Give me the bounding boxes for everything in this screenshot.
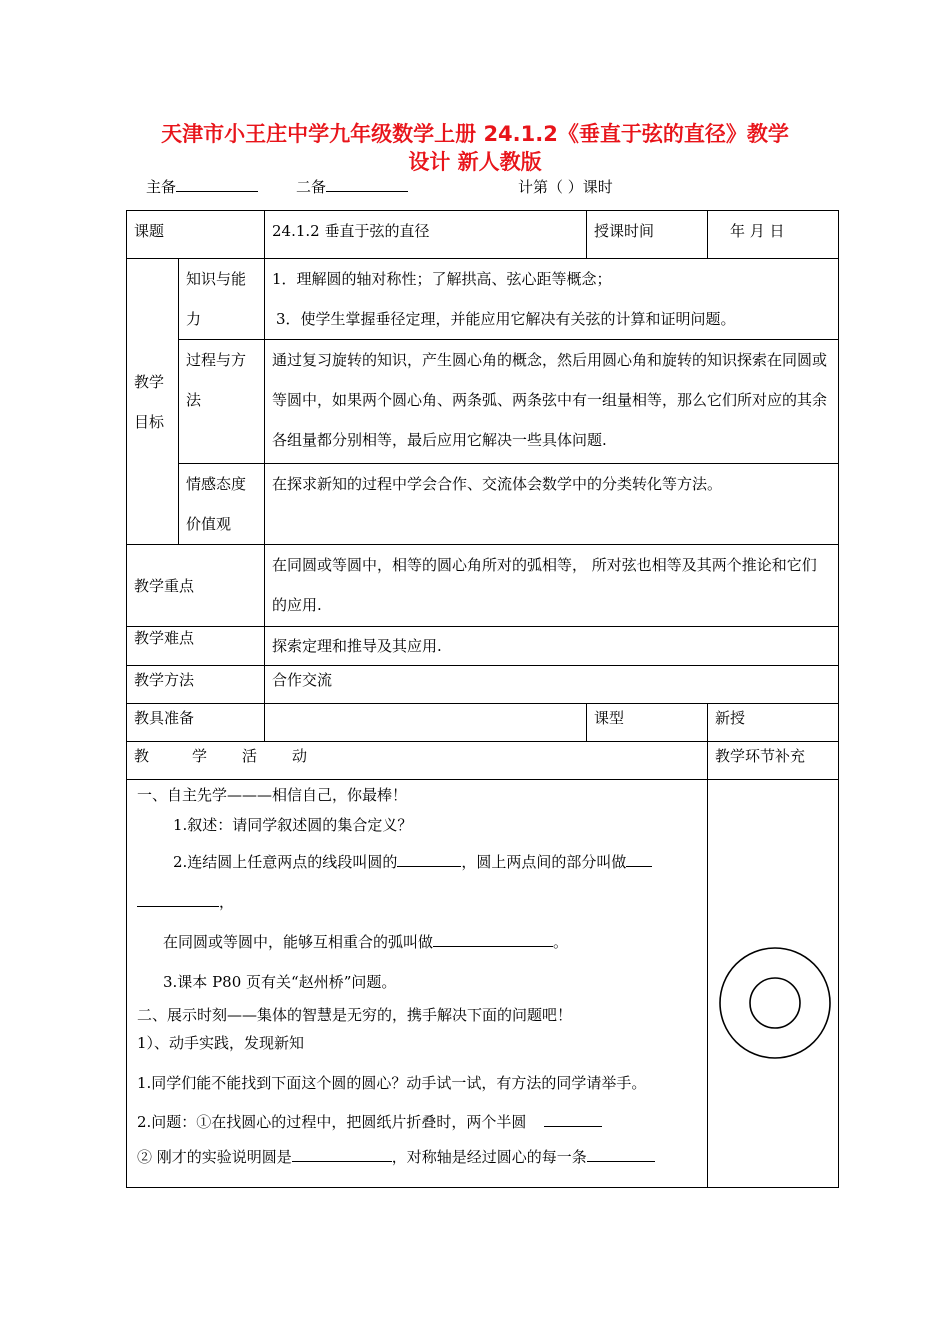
time-label: 授课时间 xyxy=(587,211,708,259)
question-2-arc xyxy=(137,920,697,964)
title-line-2: 设计 新人教版 xyxy=(408,150,542,174)
goal-process-label: 过程与方法 xyxy=(179,340,265,464)
problem-2-text: 2.问题：①在找圆心的过程中，把圆纸片折叠时，两个半圆 xyxy=(137,1113,527,1131)
difficulty-label: 教学难点 xyxy=(127,627,265,666)
key-points-label: 教学重点 xyxy=(127,545,265,627)
goals-label-line-1: 教学 xyxy=(134,372,165,391)
tools-value xyxy=(265,704,587,742)
section-2-heading: 二、展示时刻——集体的智慧是无穷的，携手解决下面的问题吧！ xyxy=(137,1006,573,1024)
question-2-part-b: ，圆上两点间的部分叫做 xyxy=(461,853,627,871)
goal-attitude-label: 情感态度价值观 xyxy=(179,464,265,545)
answer-blank[interactable] xyxy=(626,850,652,867)
goals-label xyxy=(127,259,179,545)
answer-blank[interactable] xyxy=(433,930,553,947)
method-text: 合作交流 xyxy=(265,666,839,704)
second-prep-blank xyxy=(326,177,408,192)
answer-blank[interactable] xyxy=(397,850,461,867)
activity-header-char-1: 教 xyxy=(134,747,150,765)
supplement-content xyxy=(708,780,839,1188)
question-2-part-c: ， xyxy=(219,893,235,911)
goal-knowledge-row xyxy=(127,259,839,340)
question-1: 1.叙述：请同学叙述圆的集合定义？ xyxy=(173,816,413,834)
question-2-cont xyxy=(137,884,697,920)
period-count: 计第（ ）课时 xyxy=(518,178,613,196)
section-1-heading: 一、自主先学———相信自己，你最棒！ xyxy=(137,786,408,804)
difficulty-row xyxy=(127,627,839,666)
question-2-part-e: 。 xyxy=(553,933,569,951)
topic-label: 课题 xyxy=(127,211,265,259)
goal-knowledge-line-1: 1．理解圆的轴对称性；了解拱高、弦心距等概念； xyxy=(272,270,612,288)
answer-blank[interactable] xyxy=(137,890,219,907)
concentric-circles-figure xyxy=(710,938,840,1068)
second-prep xyxy=(296,176,408,197)
type-label: 课型 xyxy=(587,704,708,742)
time-value: 年 月 日 xyxy=(708,211,839,259)
inner-circle xyxy=(750,978,800,1028)
section-2-sub: 1）、动手实践，发现新知 xyxy=(137,1034,305,1052)
problem-2 xyxy=(137,1104,697,1140)
goal-process-text: 通过复习旋转的知识，产生圆心角的概念，然后用圆心角和旋转的知识探索在同圆或等圆中，如果两个圆心角、两条弧、两条弦中有一组量相等，那么它们所对应的其余各组量都分别相等，最后应用它解决一些具体问题. xyxy=(265,340,839,464)
activity-row xyxy=(127,780,839,1188)
activity-header-char-2: 学 xyxy=(192,747,208,765)
title-line-1: 天津市小王庄中学九年级数学上册 24.1.2《垂直于弦的直径》教学 xyxy=(161,122,789,146)
difficulty-text: 探索定理和推导及其应用. xyxy=(265,627,839,666)
problem-3 xyxy=(137,1140,697,1174)
problem-1: 1.同学们能不能找到下面这个圆的圆心？动手试一试，有方法的同学请举手。 xyxy=(137,1074,647,1092)
problem-3-part-a: ② 刚才的实验说明圆是 xyxy=(137,1148,292,1166)
type-value: 新授 xyxy=(708,704,839,742)
activity-header xyxy=(127,742,708,780)
goal-attitude-row xyxy=(127,464,839,545)
question-2 xyxy=(137,840,697,884)
question-3: 3.课本 P80 页有关“赵州桥”问题。 xyxy=(163,973,397,991)
outer-circle xyxy=(720,948,830,1058)
activity-header-char-3: 活 xyxy=(242,747,258,765)
main-prep-blank xyxy=(176,177,258,192)
key-points-text: 在同圆或等圆中，相等的圆心角所对的弧相等， 所对弦也相等及其两个推论和它们的应用. xyxy=(265,545,839,627)
second-prep-label: 二备 xyxy=(296,178,327,196)
goal-knowledge-label: 知识与能力 xyxy=(179,259,265,340)
activity-header-row xyxy=(127,742,839,780)
goals-label-line-2: 目标 xyxy=(134,412,165,431)
goal-attitude-text: 在探求新知的过程中学会合作、交流体会数学中的分类转化等方法。 xyxy=(265,464,839,545)
question-2-part-a: 2.连结圆上任意两点的线段叫圆的 xyxy=(173,853,398,871)
tools-label: 教具准备 xyxy=(127,704,265,742)
tools-row xyxy=(127,704,839,742)
main-prep-label: 主备 xyxy=(146,178,177,196)
answer-blank[interactable] xyxy=(292,1145,392,1162)
supplement-header: 教学环节补充 xyxy=(708,742,839,780)
goal-knowledge-text xyxy=(265,259,839,340)
problem-3-part-b: ，对称轴是经过圆心的每一条 xyxy=(391,1148,587,1166)
question-2-part-d: 在同圆或等圆中，能够互相重合的弧叫做 xyxy=(163,933,434,951)
main-prep xyxy=(146,176,258,197)
lesson-plan-table xyxy=(126,210,839,1188)
answer-blank[interactable] xyxy=(544,1110,602,1127)
activity-header-char-4: 动 xyxy=(292,747,308,765)
topic-value: 24.1.2 垂直于弦的直径 xyxy=(265,211,587,259)
document-title xyxy=(120,120,830,176)
topic-row xyxy=(127,211,839,259)
activity-content xyxy=(127,780,708,1188)
goal-knowledge-line-2: 3．使学生掌握垂径定理，并能应用它解决有关弦的计算和证明问题。 xyxy=(276,310,736,328)
method-row xyxy=(127,666,839,704)
key-points-row xyxy=(127,545,839,627)
answer-blank[interactable] xyxy=(587,1145,655,1162)
goal-process-row xyxy=(127,340,839,464)
method-label: 教学方法 xyxy=(127,666,265,704)
